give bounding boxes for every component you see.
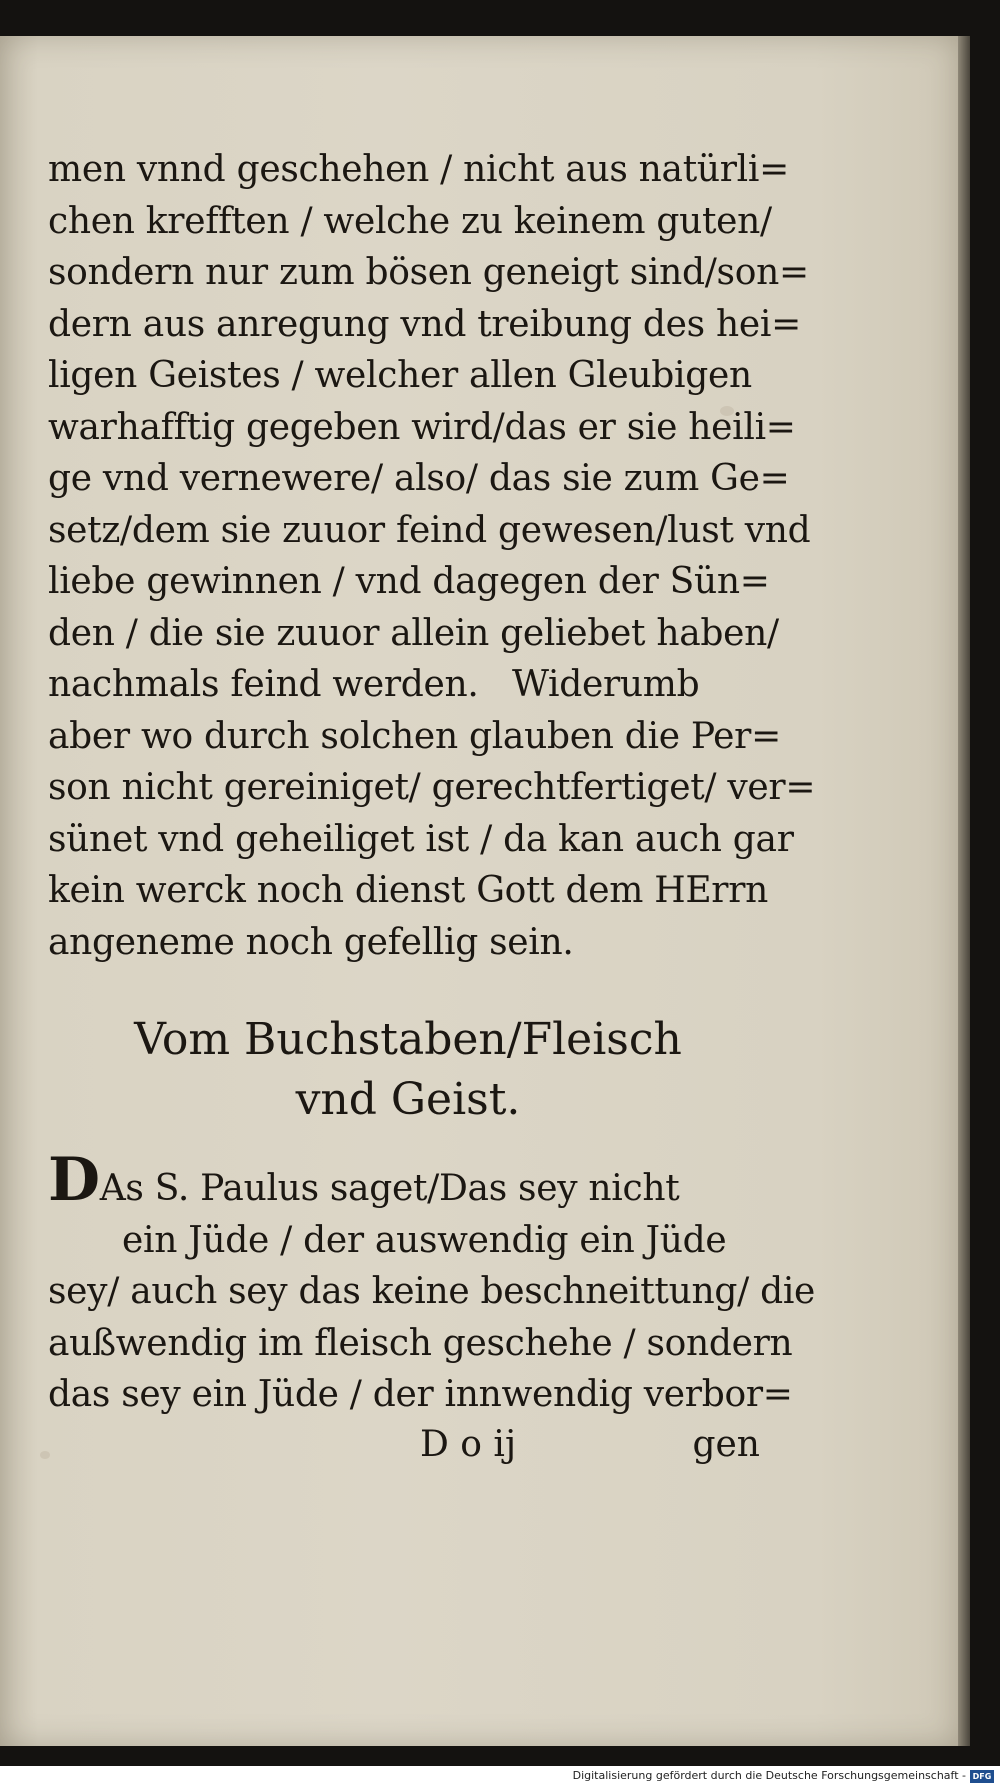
text-line: warhafftig gegeben wird/das er sie heili= [48,406,796,448]
text-line: As S. Paulus saget/Das sey nicht [99,1168,680,1209]
dfg-logo: DFG [970,1770,994,1783]
heading-line: vnd Geist. [295,1074,521,1125]
heading-line: Vom Buchstaben/Fleisch [134,1014,682,1065]
drop-initial: D [48,1145,100,1215]
text-line: dern aus anregung vnd treibung des hei= [48,303,801,345]
footer-credit: Digitalisierung gefördert durch die Deutsche Forschungsgemeinschaft - [572,1769,966,1782]
text-line: son nicht gereiniget/ gerechtfertiget/ ver= [48,767,816,808]
text-line-with-initial [48,1145,768,1215]
text-line: aber wo durch solchen glauben die Per= [48,715,781,757]
section-heading [48,1010,768,1130]
paper-stain [40,1451,50,1459]
text-line: liebe gewinnen / vnd dagegen der Sün= [48,561,770,602]
text-line: außwendig im fleisch geschehe / sondern [48,1322,793,1364]
signature-mark: D o ij [420,1424,517,1465]
text-line: den / die sie zuuor allein geliebet haben/ [48,612,779,654]
text-line: ein Jüde / der auswendig ein Jüde [122,1219,727,1261]
signature-line [420,1424,760,1476]
text-line: kein werck noch dienst Gott dem HErrn [48,870,769,911]
text-line: sey/ auch sey das keine beschneittung/ die [48,1271,816,1312]
text-line: nachmals feind werden. Widerumb [48,664,700,705]
text-line: ge vnd vernewere/ also/ das sie zum Ge= [48,458,790,499]
text-line: sünet vnd geheiliget ist / da kan auch gar [48,818,794,860]
text-line: setz/dem sie zuuor feind gewesen/lust vnd [48,509,811,551]
paragraph-2 [48,1145,816,1421]
text-line: chen krefften / welche zu keinem guten/ [48,200,772,242]
text-line: angeneme noch gefellig sein. [48,921,574,963]
paragraph-1 [48,144,816,968]
page-edge-shadow [958,36,970,1746]
text-line: sondern nur zum bösen geneigt sind/son= [48,252,809,293]
text-line: men vnnd geschehen / nicht aus natürli= [48,149,789,190]
text-line: ligen Geistes / welcher allen Gleubigen [48,355,752,396]
digitization-footer [0,1766,1000,1788]
text-line: das sey ein Jüde / der innwendig verbor= [48,1374,793,1415]
catchword: gen [692,1424,760,1465]
